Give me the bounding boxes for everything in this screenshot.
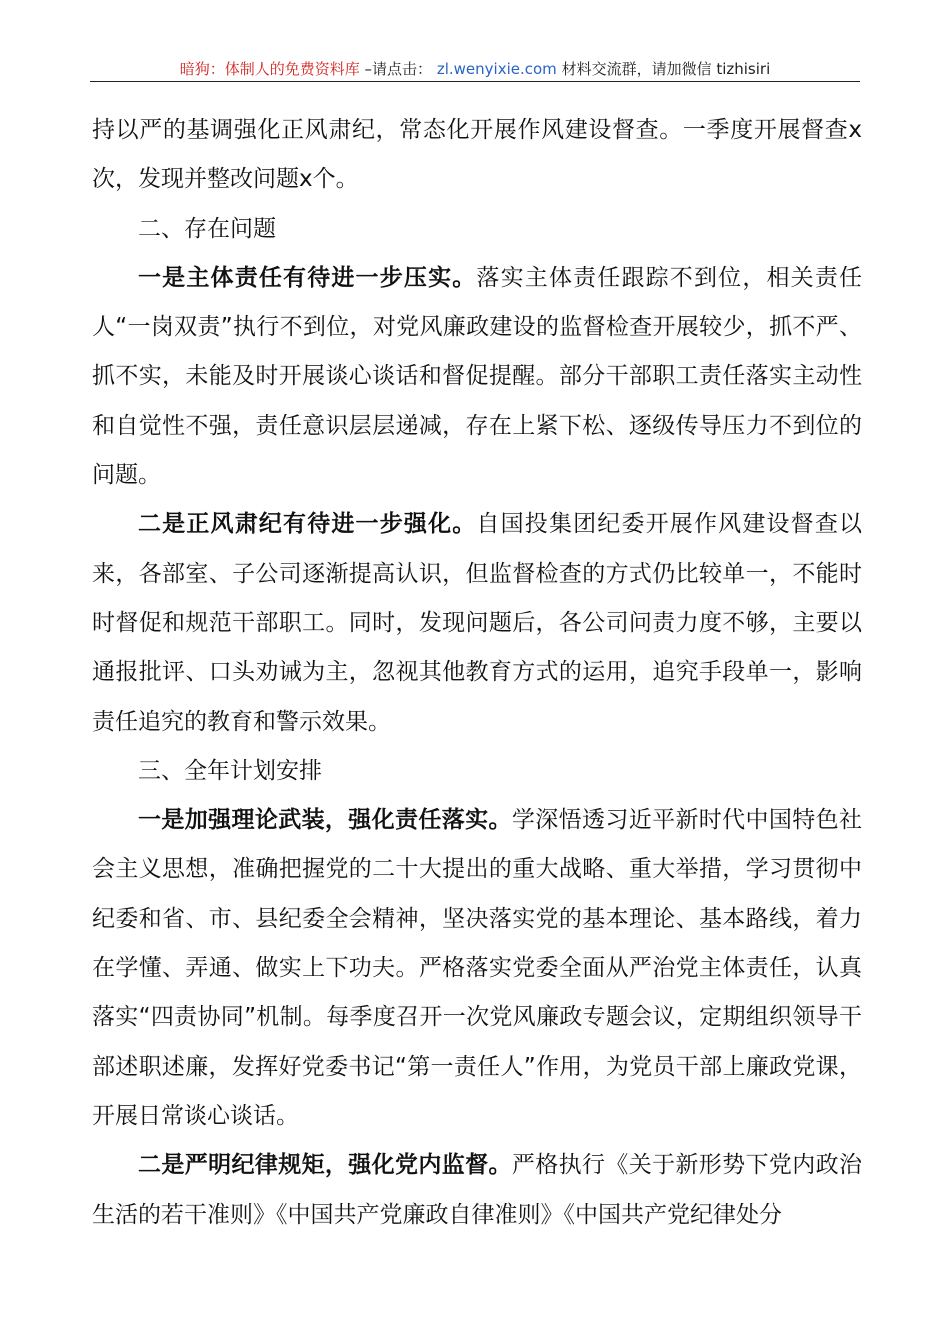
paragraph-plan-1 — [92, 796, 862, 1141]
header-url-link[interactable]: zl.wenyixie.com — [436, 60, 557, 78]
header-site-label: 暗狗：体制人的免费资料库 — [179, 60, 360, 78]
section-heading-text: 二、存在问题 — [138, 215, 276, 242]
paragraph-plan-2 — [92, 1141, 862, 1240]
paragraph-problem-2 — [92, 500, 862, 746]
section-heading-text: 三、全年计划安排 — [138, 757, 322, 784]
section-heading-problems — [92, 205, 862, 254]
paragraph-lead: 二是严明纪律规矩，强化党内监督。 — [138, 1152, 512, 1179]
paragraph-continuation — [92, 106, 862, 205]
header-divider — [90, 81, 860, 82]
paragraph-text: 严格执行《关于新形势下党内政治生活的若干准则》《中国共产党廉政自律准则》《中国共产党纪律处分 — [92, 1152, 863, 1228]
paragraph-text: 持以严的基调强化正风肃纪，常态化开展作风建设督查。一季度开展督查x次，发现并整改问题x个。 — [92, 117, 862, 193]
page-header — [90, 58, 860, 80]
paragraph-lead: 一是加强理论武装，强化责任落实。 — [138, 807, 512, 834]
paragraph-problem-1 — [92, 254, 862, 500]
paragraph-text: 学深悟透习近平新时代中国特色社会主义思想，准确把握党的二十大提出的重大战略、重大举措，学习贯彻中纪委和省、市、县纪委全会精神，坚决落实党的基本理论、基本路线，着力在学懂、弄通、做实上下功夫。严格落实党委全面从严治党主体责任，认真落实“四责协同”机制。每季度召开一次党风廉政专题会议，定期组织领导干部述职述廉，发挥好党委书记“第一责任人”作用，为党员干部上廉政党课，开展日常谈心谈话。 — [92, 807, 863, 1129]
header-click-prompt: –请点击： — [364, 60, 433, 78]
section-heading-plan — [92, 747, 862, 796]
paragraph-text: 自国投集团纪委开展作风建设督查以来，各部室、子公司逐渐提高认识，但监督检查的方式仍比较单一，不能时时督促和规范干部职工。同时，发现问题后，各公司问责力度不够，主要以通报批评、口头劝诫为主，忽视其他教育方式的运用，追究手段单一，影响责任追究的教育和警示效果。 — [92, 511, 863, 735]
document-body — [92, 106, 862, 1240]
header-contact: 材料交流群，请加微信 tizhisiri — [561, 60, 771, 78]
paragraph-lead: 一是主体责任有待进一步压实。 — [138, 264, 477, 291]
paragraph-lead: 二是正风肃纪有待进一步强化。 — [138, 511, 477, 538]
paragraph-text: 落实主体责任跟踪不到位，相关责任人“一岗双责”执行不到位，对党风廉政建设的监督检查开展较少，抓不严、抓不实，未能及时开展谈心谈话和督促提醒。部分干部职工责任落实主动性和自觉性不强，责任意识层层递减，存在上紧下松、逐级传导压力不到位的问题。 — [92, 264, 863, 489]
